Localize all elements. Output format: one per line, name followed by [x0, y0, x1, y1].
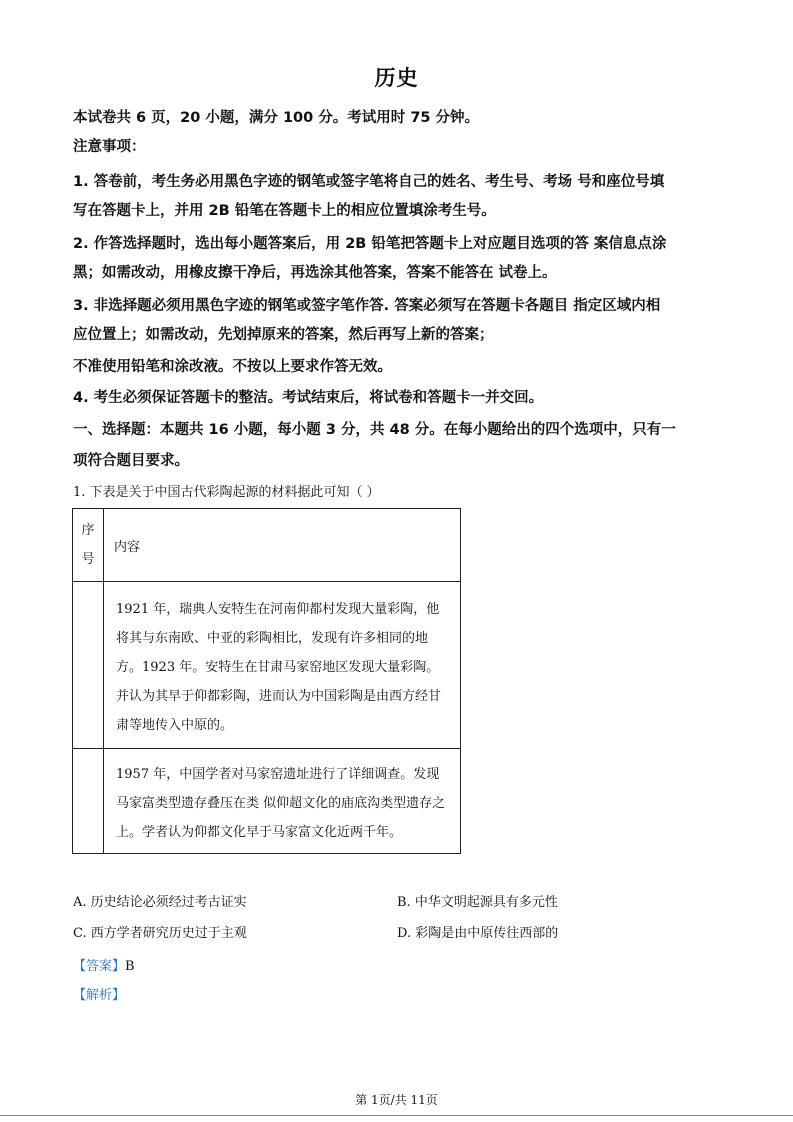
- notice-4-line-1: 4. 考生必须保证答题卡的整洁。考试结束后，将试卷和答题卡一并交回。: [73, 390, 544, 406]
- answer-tag: 【答案】: [73, 959, 126, 974]
- table-header-content: 内容: [104, 509, 461, 582]
- table-row: [73, 749, 461, 854]
- page-title: 历史: [374, 65, 419, 90]
- table-row-text: 1957 年，中国学者对马家窑遗址进行了详细调查。发现马家富类型遗存叠压在类 似仰超文化的庙底沟类型遗存之上。学者认为仰都文化早于马家富文化近两千年。: [104, 749, 461, 854]
- notice-heading: 注意事项：: [73, 139, 146, 155]
- notice-3-line-3: 不准使用铅笔和涂改液。不按以上要求作答无效。: [73, 359, 392, 375]
- table-row: [73, 582, 461, 749]
- table-row-number: [73, 582, 104, 749]
- table-row-number: [73, 749, 104, 854]
- question-1-table: [72, 508, 461, 854]
- header-num-char-1: 序: [81, 523, 95, 538]
- answer-line: [73, 955, 135, 974]
- notice-1-line-1: 1. 答卷前，考生务必用黑色字迹的钢笔或签字笔将自己的姓名、考生号、考场 号和座位号填: [73, 174, 665, 190]
- option-d: D. 彩陶是由中原传往西部的: [397, 926, 559, 941]
- notice-2-line-1: 2. 作答选择题时，选出每小题答案后，用 2B 铅笔把答题卡上对应题目选项的答 案信息点涂: [73, 236, 667, 252]
- table-header-row: [73, 509, 461, 582]
- notice-2-line-2: 黑；如需改动，用橡皮擦干净后，再选涂其他答案，答案不能答在 试卷上。: [73, 265, 557, 281]
- footer-divider: [0, 1115, 793, 1116]
- option-c: C. 西方学者研究历史过于主观: [73, 926, 247, 941]
- option-b: B. 中华文明起源具有多元性: [397, 895, 558, 910]
- table-row-text: 1921 年，瑞典人安特生在河南仰都村发现大量彩陶，他将其与东南欧、中亚的彩陶相比，发现有许多相同的地方。1923 年。安特生在甘肃马家窑地区发现大量彩陶。并认为其早于仰都彩陶，进而认为中国彩陶是由西方经甘肃等地传入中原的。: [104, 582, 461, 749]
- section-heading-line-2: 项符合题目要求。: [73, 453, 189, 469]
- question-1-stem: 1. 下表是关于中国古代彩陶起源的材料据此可知（ ）: [73, 485, 380, 500]
- notice-3-line-2: 应位置上；如需改动，先划掉原来的答案，然后再写上新的答案；: [73, 327, 494, 343]
- option-a: A. 历史结论必须经过考古证实: [73, 895, 247, 910]
- page-footer: 第 1页/共 11页: [355, 1093, 438, 1107]
- section-heading-line-1: 一、选择题：本题共 16 小题，每小题 3 分，共 48 分。在每小题给出的四个选项中，只有一: [73, 422, 676, 438]
- exam-intro: 本试卷共 6 页，20 小题，满分 100 分。考试用时 75 分钟。: [73, 110, 480, 126]
- notice-1-line-2: 写在答题卡上，并用 2B 铅笔在答题卡上的相应位置填涂考生号。: [73, 203, 496, 219]
- analysis-tag: 【解析】: [73, 988, 126, 1003]
- notice-3-line-1: 3. 非选择题必须用黑色字迹的钢笔或签字笔作答. 答案必须写在答题卡各题目 指定区域内相: [73, 298, 661, 314]
- table-header-number: [73, 509, 104, 582]
- header-num-char-2: 号: [81, 552, 95, 567]
- answer-value: B: [125, 959, 135, 974]
